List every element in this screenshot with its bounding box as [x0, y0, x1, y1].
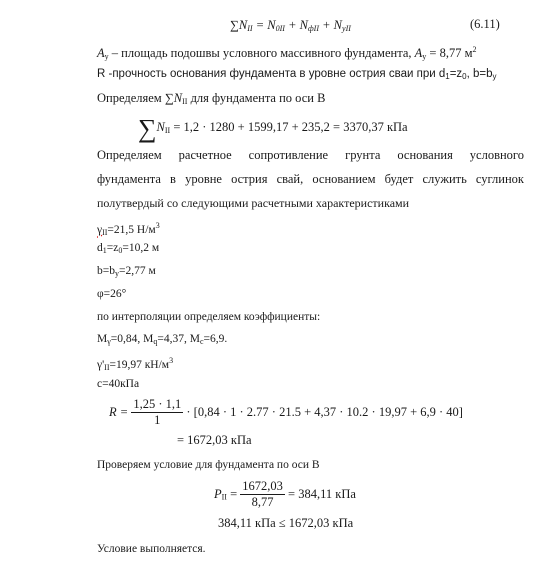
sub-y: y — [492, 72, 497, 81]
m-symbol: M — [97, 333, 108, 345]
eq-text: = N — [252, 18, 276, 32]
var-a: A — [97, 46, 105, 60]
sub-c: c — [199, 337, 204, 346]
sub-fii: фII — [307, 24, 319, 33]
sub-0: 0 — [118, 246, 123, 255]
sum-sign: ∑ — [230, 18, 239, 32]
gamma-symbol: $\gamma_{II}$ — [97, 224, 108, 237]
var-a-2: A — [414, 46, 423, 60]
r-denominator: 1 — [154, 413, 161, 427]
param-coefficients — [97, 331, 227, 350]
gamma-prime-value: =19,97 кН/м — [109, 359, 170, 371]
b-value: =2,77 м — [119, 265, 156, 277]
r-equation — [109, 397, 463, 428]
param-d — [97, 240, 159, 259]
area-value: = 8,77 м — [426, 46, 473, 60]
var-n: N — [156, 120, 165, 134]
sum-equation — [138, 114, 408, 143]
sub-q: q — [153, 337, 158, 346]
param-c: c=40кПа — [97, 378, 140, 390]
area-text: – площадь подошвы условного массивного фундамента, — [108, 46, 415, 60]
r-bracket: · [0,84 · 1 · 2.77 · 21.5 + 4,37 · 10.2 · 19,97 + 6,9 · 40] — [183, 405, 463, 419]
param-phi: φ=26° — [97, 288, 127, 300]
det-text-b: для фундамента по оси В — [187, 91, 326, 105]
r-numerator: 1,25 · 1,1 — [133, 397, 182, 411]
condition-line: 384,11 кПа ≤ 1672,03 кПа — [218, 516, 354, 530]
coef-1: =0,84, M — [110, 333, 154, 345]
p-denominator: 8,77 — [251, 495, 274, 509]
b-symbol: b=b — [97, 265, 115, 277]
plus-text: + N — [284, 18, 308, 32]
p-fraction — [240, 479, 285, 510]
paragraph-line-2: фундамента в уровне острия свай, основанием будет служить суглинок — [97, 172, 524, 186]
sub-ii: II — [247, 24, 253, 33]
p-eq: = — [226, 487, 241, 501]
r-mid-2: , b=b — [466, 68, 493, 80]
equation-number: (6.11) — [470, 17, 500, 31]
paragraph-line-1: Определяем расчетное сопротивление грунта основания условного — [97, 148, 524, 162]
sub-y-2: y — [422, 52, 427, 61]
plus-text-2: + N — [319, 18, 343, 32]
power-3: 3 — [169, 356, 174, 365]
paragraph-line-3: полутвердый со следующими расчетными характеристиками — [97, 196, 410, 210]
power-3: 3 — [155, 221, 160, 230]
sub-1: 1 — [445, 72, 450, 81]
r-fraction — [131, 397, 183, 428]
param-b — [97, 263, 156, 282]
sub-yii: yII — [342, 24, 351, 33]
r-text: R -прочность основания фундамента в уровне острия сваи при d — [97, 68, 446, 80]
interpolation-text: по интерполяции определяем коэффициенты: — [97, 311, 321, 323]
check-text: Проверяем условие для фундамента по оси В — [97, 459, 320, 471]
p-numerator: 1672,03 — [242, 479, 283, 493]
r-result: = 1672,03 кПа — [177, 433, 252, 447]
determine-line — [97, 90, 325, 110]
sum-values: = 1,2 · 1280 + 1599,17 + 235,2 = 3370,37 кПа — [170, 120, 408, 134]
sub-0ii: 0II — [275, 24, 285, 33]
big-sum-sign: ∑ — [138, 114, 157, 143]
coef-3: =6,9. — [203, 333, 228, 345]
sub-0: 0 — [462, 72, 467, 81]
var-n: N — [238, 18, 248, 32]
r-lhs: R = — [109, 405, 132, 419]
d-value: =10,2 м — [122, 242, 160, 254]
d-eq: =z — [106, 242, 119, 254]
sub-y: y — [104, 52, 109, 61]
coef-2: =4,37, M — [157, 333, 200, 345]
gamma-value: =21,5 Н/м — [107, 224, 156, 236]
var-p: P — [214, 487, 222, 501]
sub-ii: II — [221, 492, 227, 502]
p-equation — [214, 479, 356, 510]
param-gamma-prime — [97, 353, 173, 376]
area-definition — [97, 42, 476, 65]
sub-ii: II — [104, 363, 110, 372]
d-symbol: d — [97, 242, 103, 254]
det-text-a: Определяем — [97, 91, 165, 105]
equation-6-11 — [230, 17, 351, 37]
param-gamma — [97, 218, 160, 241]
var-n: N — [173, 91, 183, 105]
p-result: = 384,11 кПа — [284, 487, 356, 501]
power-2: 2 — [472, 45, 477, 54]
sub-1: 1 — [102, 246, 107, 255]
sub-y: y — [115, 269, 119, 278]
condition-result: Условие выполняется. — [97, 543, 206, 555]
r-mid: =z — [449, 68, 463, 80]
r-definition — [97, 66, 497, 85]
sub-ii: II — [182, 97, 188, 106]
gamma-prime-symbol: γ' — [97, 359, 105, 371]
sum-sign: ∑ — [164, 91, 174, 105]
sub-gamma: γ — [107, 337, 111, 346]
sub-ii: II — [164, 126, 171, 135]
